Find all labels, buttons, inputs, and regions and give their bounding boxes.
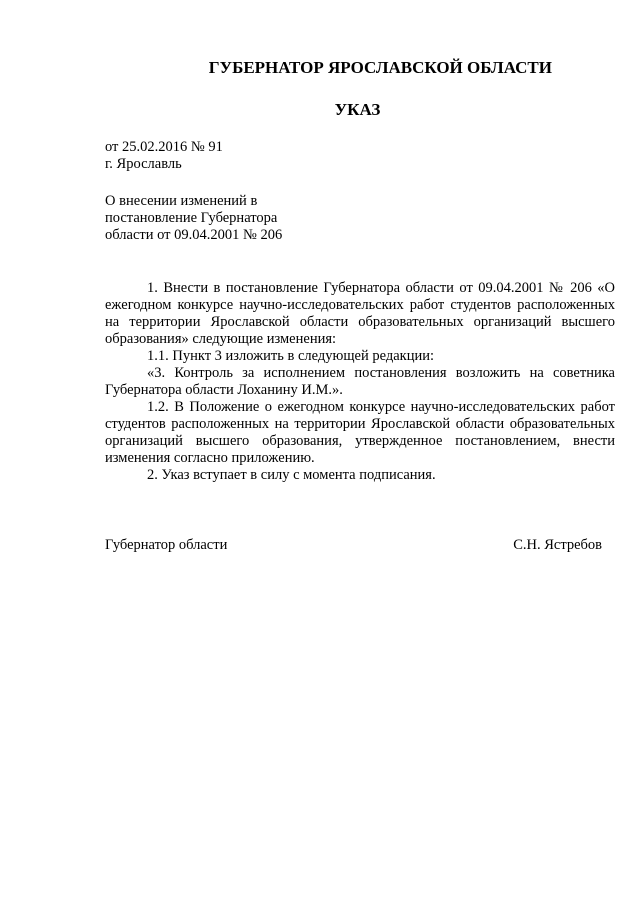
- signatory-position: Губернатор области: [105, 537, 228, 553]
- body-paragraph: 1.2. В Положение о ежегодном конкурсе научно-исследовательских работ студентов расположенных на территории Ярославской области образовательных организаций высшего образования, утвержденное постановлением, внести изменения согласно приложению.: [105, 399, 615, 466]
- document-date-number: от 25.02.2016 № 91: [105, 139, 223, 155]
- subject-line: области от 09.04.2001 № 206: [105, 227, 283, 243]
- signatory-name: С.Н. Ястребов: [513, 537, 602, 553]
- document-city: г. Ярославль: [105, 156, 182, 172]
- body-paragraph: 2. Указ вступает в силу с момента подписания.: [147, 467, 436, 483]
- body-paragraph: 1.1. Пункт 3 изложить в следующей редакции:: [147, 348, 435, 364]
- body-paragraph: 1. Внести в постановление Губернатора области от 09.04.2001 № 206 «О ежегодном конкурсе научно-исследовательских работ студентов расположенных на территории Ярославской области образовательных организаций высшего образования» следующие изменения:: [105, 280, 615, 347]
- document-type-title: УКАЗ: [334, 100, 381, 119]
- issuing-authority-title: ГУБЕРНАТОР ЯРОСЛАВСКОЙ ОБЛАСТИ: [208, 58, 552, 77]
- decree-body: [105, 280, 615, 484]
- subject-line: постановление Губернатора: [105, 210, 278, 226]
- body-paragraph: «3. Контроль за исполнением постановления возложить на советника Губернатора области Лоханину И.М.».: [105, 365, 615, 398]
- subject-line: О внесении изменений в: [105, 193, 258, 209]
